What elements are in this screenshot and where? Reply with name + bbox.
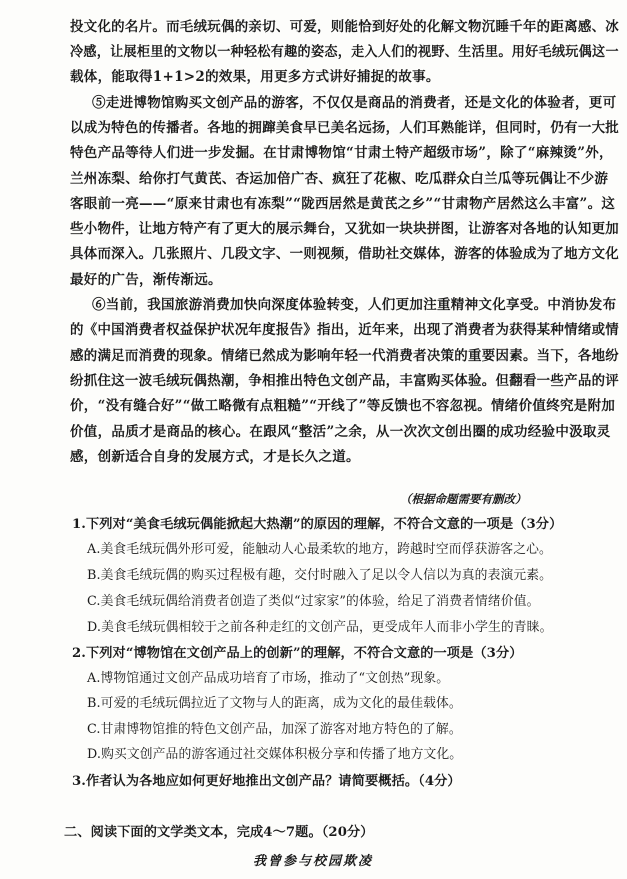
- passage-line: 冷感，让展柜里的文物以一种轻松有趣的姿态，走入人们的视野、生活里。用好毛绒玩偶这一: [70, 44, 619, 60]
- passage-line: ⑥当前，我国旅游消费加快向深度体验转变，人们更加注重精神文化享受。中消协发布: [92, 297, 617, 313]
- passage-line: 感的满足而消费的现象。情绪已然成为影响年轻一代消费者决策的重要因素。当下，各地纷: [70, 348, 620, 364]
- option-c[interactable]: C.美食毛绒玩偶给消费者创造了类似“过家家”的体验，给足了消费者情绪价值。: [87, 594, 540, 609]
- passage-line: 载体，能取得1+1>2的效果，用更多方式讲好捕捉的故事。: [70, 69, 440, 85]
- option-c[interactable]: C.甘肃博物馆推的特色文创产品，加深了游客对地方特色的了解。: [87, 722, 462, 737]
- passage-line: 具体而深入。几张照片、几段文字、一则视频，借助社交媒体，游客的体验成为了地方文化: [70, 246, 620, 262]
- passage-line: 价，“没有缝合好”“做工略微有点粗糙”“开线了”等反馈也不容忽视。情绪价值终究是附加: [70, 398, 616, 414]
- question-stem: 1.下列对“美食毛绒玩偶能掀起大热潮”的原因的理解，不符合文意的一项是（3分）: [72, 517, 563, 532]
- source-note: （根据命题需要有删改）: [400, 492, 527, 506]
- passage-line: 的《中国消费者权益保护状况年度报告》指出，近年来，出现了消费者为获得某种情绪或情: [70, 322, 620, 338]
- passage-line: 些小物件，让地方特产有了更大的展示舞台，又犹如一块块拼图，让游客对各地的认知更加: [70, 221, 620, 237]
- option-a[interactable]: A.美食毛绒玩偶外形可爱，能触动人心最柔软的地方，跨越时空而俘获游客之心。: [87, 542, 552, 557]
- passage-line: 最好的广告，渐传渐远。: [70, 272, 222, 288]
- option-b[interactable]: B.可爱的毛绒玩偶拉近了文物与人的距离，成为文化的最佳载体。: [87, 696, 462, 711]
- passage-line: 兰州冻梨、给你打气黄芪、杏运加倍广杏、疯狂了花椒、吃瓜群众白兰瓜等玩偶让不少游: [70, 171, 609, 187]
- passage-line: ⑤走进博物馆购买文创产品的游客，不仅仅是商品的消费者，还是文化的体验者，更可: [92, 95, 617, 111]
- passage-line: 纷抓住这一波毛绒玩偶热潮，争相推出特色文创产品，丰富购买体验。但翻看一些产品的评: [70, 373, 620, 389]
- passage-line: 投文化的名片。而毛绒玩偶的亲切、可爱，则能恰到好处的化解文物沉睡千年的距离感、冰: [70, 19, 620, 35]
- option-d[interactable]: D.美食毛绒玩偶相较于之前各种走红的文创产品，更受成年人而非小学生的青睐。: [87, 620, 553, 635]
- passage-line: 价值，品质才是商品的核心。在跟风“整活”之余，从一次次文创出圈的成功经验中汲取灵: [70, 424, 611, 440]
- passage-line: 特色产品等待人们进一步发掘。在甘肃博物馆“甘肃土特产超级市场”，除了“麻辣烫”外，: [70, 145, 613, 161]
- option-b[interactable]: B.美食毛绒玩偶的购买过程极有趣，交付时融入了足以令人信以为真的表演元素。: [87, 568, 553, 583]
- question-3: 3.作者认为各地应如何更好地推出文创产品？请简要概括。（4分）: [72, 774, 461, 789]
- section-heading: 二、阅读下面的文学类文本，完成4～7题。（20分）: [64, 825, 374, 840]
- passage-line: 感，创新适合自身的发展方式，才是长久之道。: [70, 449, 360, 465]
- passage-line: 以成为特色的传播者。各地的拥蹿美食早已美名远扬，人们耳熟能详，但同时，仍有一大批: [70, 120, 620, 136]
- story-title: 我曾参与校园欺凌: [253, 854, 374, 869]
- passage-line: 客眼前一亮——“原来甘肃也有冻梨”“陇西居然是黄芪之乡”“甘肃物产居然这么丰富”。这: [70, 196, 616, 212]
- option-d[interactable]: D.购买文创产品的游客通过社交媒体积极分享和传播了地方文化。: [87, 747, 463, 762]
- option-a[interactable]: A.博物馆通过文创产品成功培育了市场，推动了“文创热”现象。: [87, 671, 450, 686]
- question-stem: 2.下列对“博物馆在文创产品上的创新”的理解，不符合文意的一项是（3分）: [72, 646, 523, 661]
